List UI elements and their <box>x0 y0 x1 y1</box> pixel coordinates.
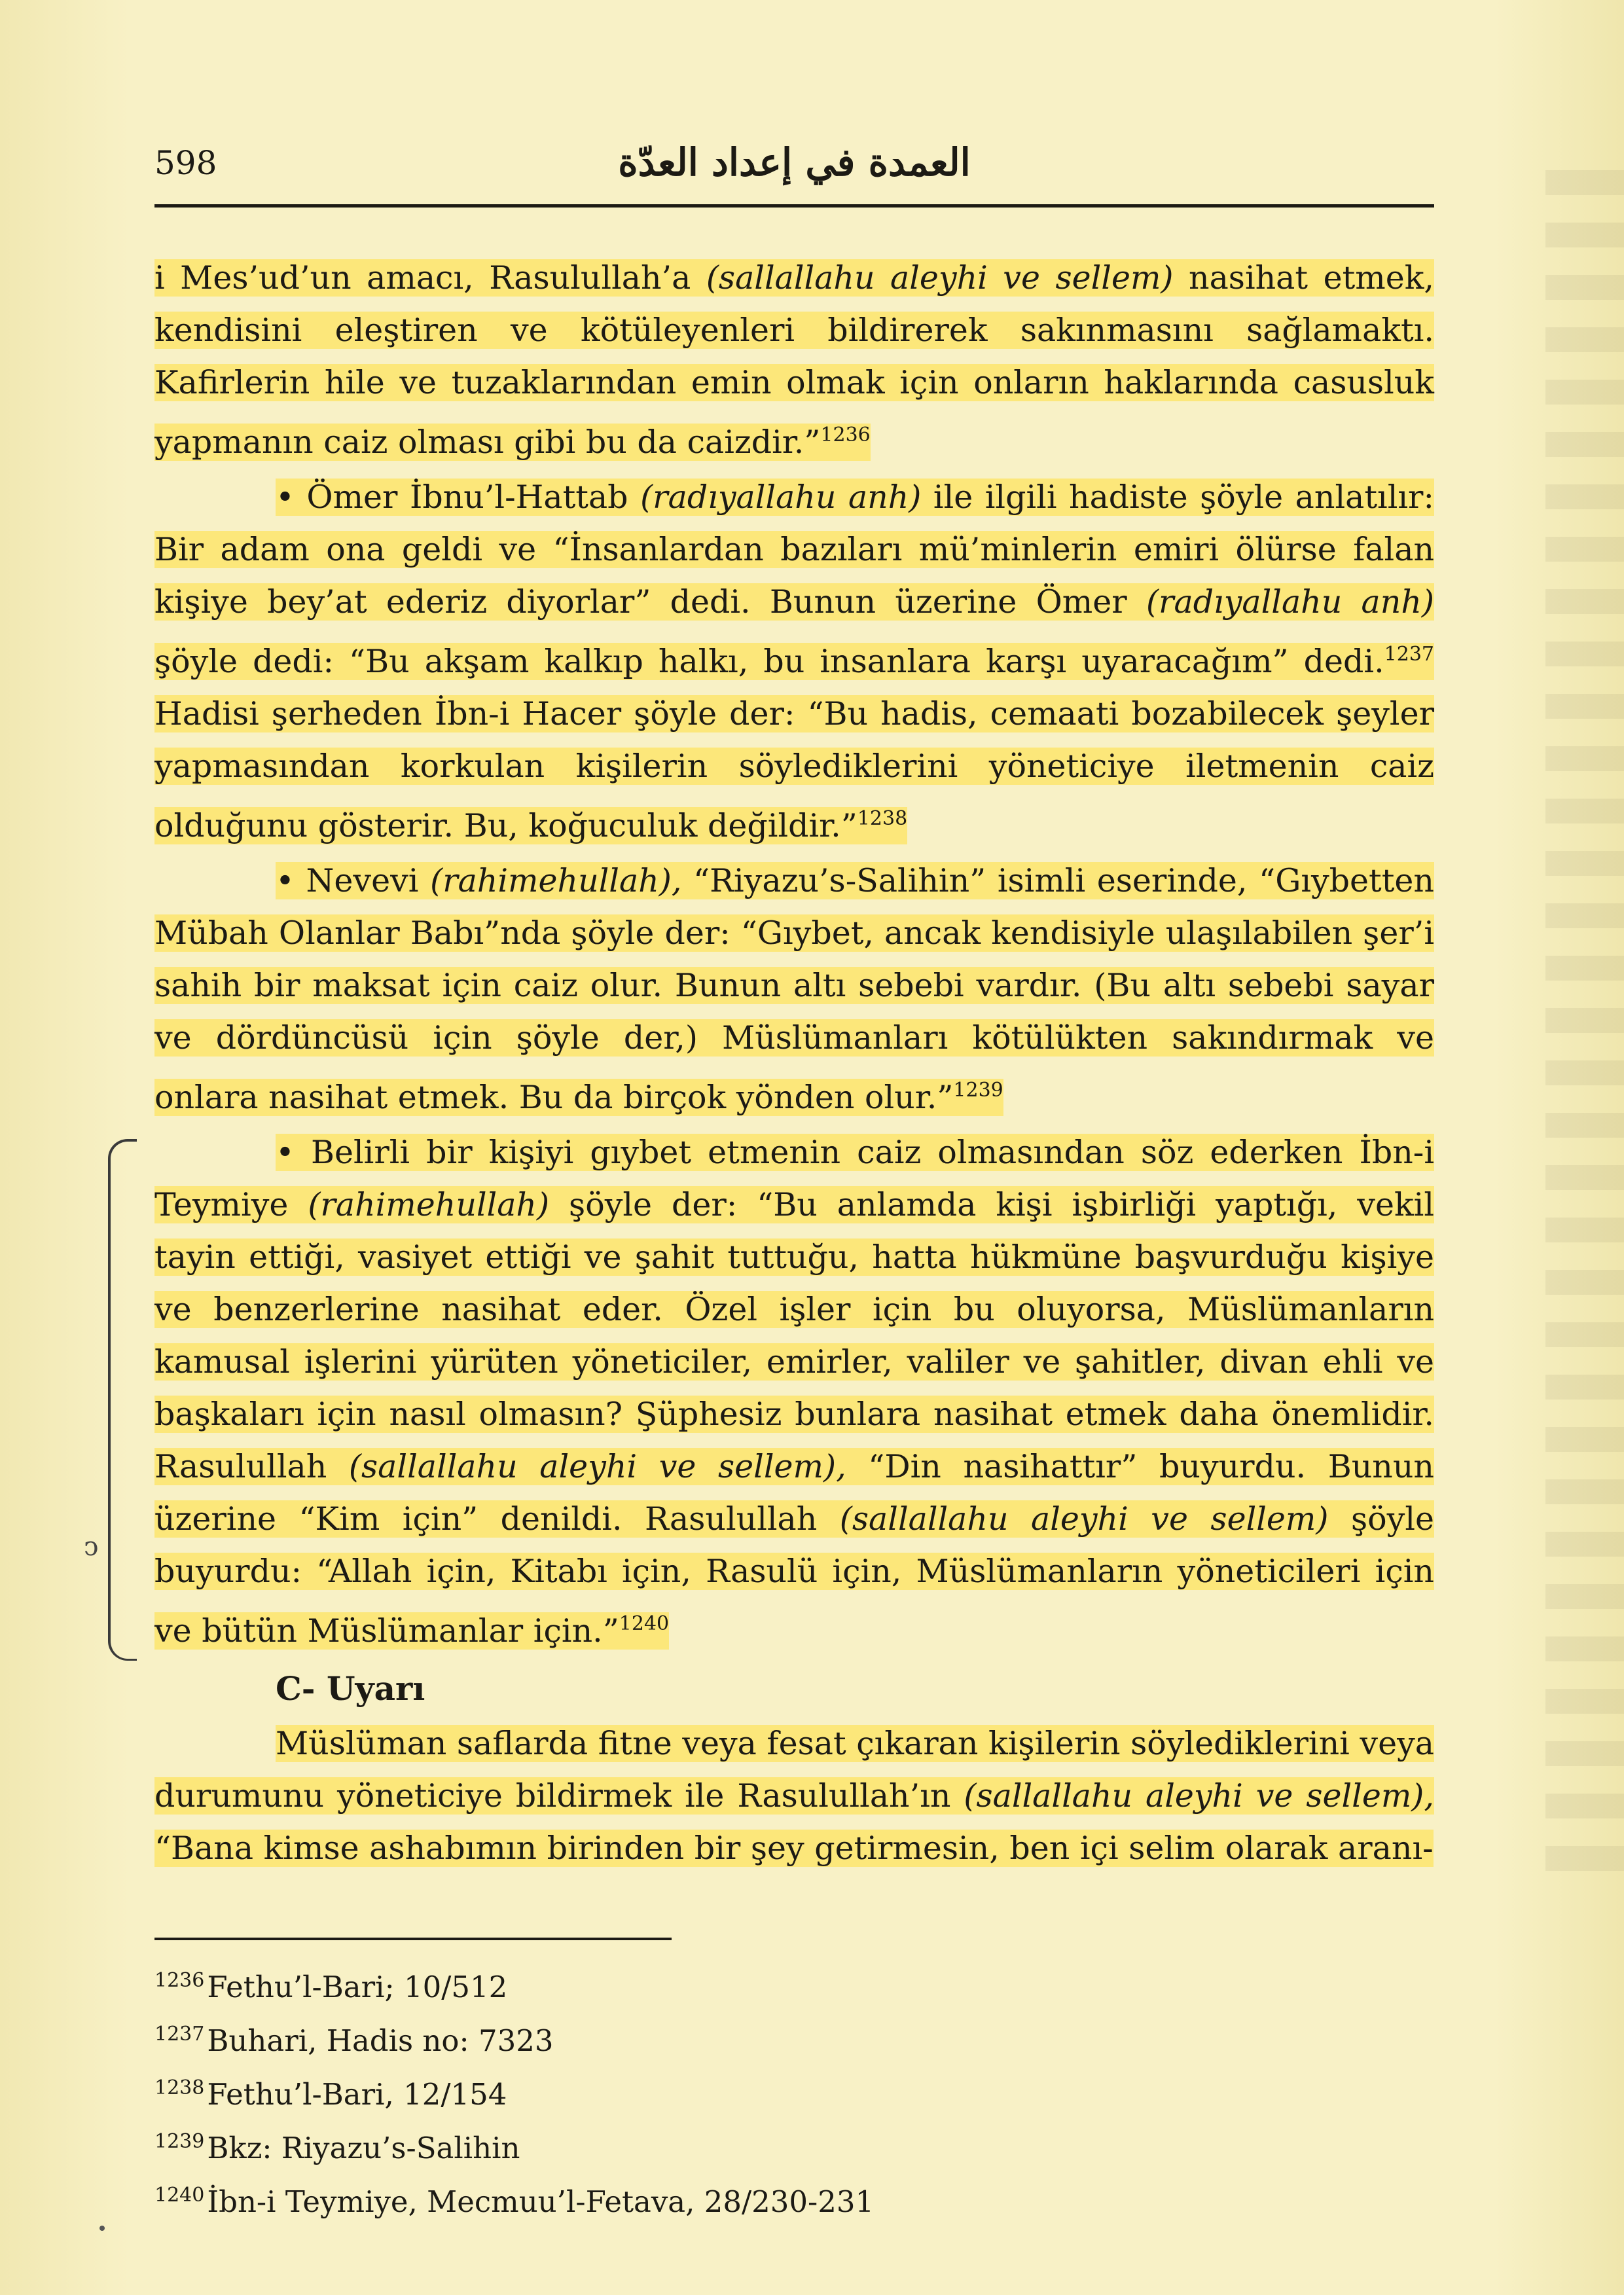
footnote-item <box>154 2065 1398 2118</box>
paragraphs <box>154 252 1434 1657</box>
text-run: “Riyazu’s-Salihin” isimli eserinde, “Gıybetten Mübah Olanlar Babı”nda şöyle der: “Gıybet, ancak kendisiyle ulaşılabilen şer’i sahih bir maksat için caiz olur. Bunun altı sebebi vardır. (Bu altı sebebi sayar ve dördüncüsü için şöyle der,) Müslümanları kötülükten sakındırmak ve onlara nasihat etmek. Bu da birçok yönden olur.” <box>154 862 1434 1116</box>
highlighted-text <box>154 259 1434 461</box>
footnote-text: Buhari, Hadis no: 7323 <box>207 2023 554 2058</box>
italic-phrase: (rahimehullah), <box>430 862 682 899</box>
paragraph <box>154 252 1434 469</box>
text-run: Müslüman saflarda fitne veya fesat çıkaran kişilerin söylediklerini veya durumunu yöneticiye bildirmek ile Rasulullah’ın <box>154 1725 1434 1815</box>
footnote-number: 1236 <box>154 1969 205 1992</box>
italic-phrase: (radıyallahu anh) <box>640 479 922 516</box>
text-run: • Nevevi <box>276 862 431 899</box>
footnote-item <box>154 1957 1398 2011</box>
footnote-item <box>154 2172 1398 2226</box>
text-run: şöyle der: “Bu anlamda kişi işbirliği yaptığı, vekil tayin ettiği, vasiyet ettiği ve şahit tuttuğu, hatta hükmüne başvurduğu kişiye ve benzerlerine nasihat eder. Özel işler için bu oluyorsa, Müslümanların kamusal işlerini yürüten yöneticiler, emirler, valiler ve şahitler, divan ehli ve başkaları için nasıl olmasın? Şüphesiz bunlara nasihat etmek daha önemlidir. Rasulullah <box>154 1186 1434 1485</box>
footnote-number: 1237 <box>154 2023 205 2046</box>
footnote-item <box>154 2118 1398 2172</box>
page-number: 598 <box>154 144 217 182</box>
footnote-number: 1239 <box>154 2130 205 2153</box>
text-run: “Bana kimse ashabımın birinden bir şey getirmesin, ben içi selim olarak aranı- <box>154 1830 1434 1867</box>
italic-phrase: (radıyallahu anh) <box>1146 583 1434 621</box>
bleed-through-shadow <box>1545 170 1624 1872</box>
footnote-divider <box>154 1938 672 1940</box>
paragraph <box>154 471 1434 852</box>
footnote-number: 1238 <box>154 2076 205 2099</box>
footnote-text: Bkz: Riyazu’s-Salihin <box>207 2131 520 2165</box>
highlighted-text <box>154 1134 1434 1650</box>
paragraph-last <box>154 1718 1434 1875</box>
handwritten-margin-bracket <box>108 1139 137 1661</box>
text-run: i Mes’ud’un amacı, Rasulullah’a <box>154 259 706 297</box>
highlighted-text <box>154 1725 1434 1867</box>
italic-phrase: (sallallahu aleyhi ve sellem), <box>964 1777 1434 1815</box>
footnote-text: İbn-i Teymiye, Mecmuu’l-Fetava, 28/230-231 <box>207 2184 875 2219</box>
highlighted-text <box>154 862 1434 1116</box>
footnote-reference: 1240 <box>619 1612 670 1635</box>
footnote-item <box>154 2011 1398 2065</box>
text-run: Hadisi şerheden İbn-i Hacer şöyle der: “Bu hadis, cemaati bozabilecek şeyler yapmasından korkulan kişilerin söylediklerini yöneticiye iletmenin caiz olduğunu gösterir. Bu, koğuculuk değildir.” <box>154 695 1434 844</box>
italic-phrase: (sallallahu aleyhi ve sellem) <box>839 1500 1329 1538</box>
text-run: “Din nasihattır” buyurdu. Bunun üzerine “Kim için” denildi. Rasulullah <box>154 1448 1434 1538</box>
italic-phrase: (sallallahu aleyhi ve sellem) <box>706 259 1174 297</box>
footnote-number: 1240 <box>154 2184 205 2207</box>
footnote-reference: 1239 <box>953 1079 1003 1102</box>
footnotes <box>154 1957 1398 2226</box>
text-run: • Belirli bir kişiyi gıybet etmenin caiz olmasından söz ederken İbn-i Teymiye <box>154 1134 1434 1223</box>
footnote-reference: 1238 <box>857 807 908 830</box>
scan-speck <box>99 2226 105 2231</box>
paragraph <box>154 855 1434 1124</box>
page-header <box>154 131 1434 208</box>
body-text <box>154 252 1434 1875</box>
handwritten-margin-mark: ↄ <box>84 1532 99 1562</box>
footnote-reference: 1236 <box>820 424 871 446</box>
footnote-reference: 1237 <box>1384 643 1434 666</box>
text-run: nasihat etmek, kendisini eleştiren ve kötüleyenleri bildirerek sakınmasını sağlamaktı. Kafirlerin hile ve tuzaklarından emin olmak için onların haklarında casusluk yapmanın caiz olması gibi bu da caizdir.” <box>154 259 1435 461</box>
highlighted-text <box>154 479 1434 844</box>
text-run: • Ömer İbnu’l-Hattab <box>276 479 641 516</box>
section-heading: C- Uyarı <box>276 1669 425 1708</box>
paragraph <box>154 1127 1434 1657</box>
text-run: şöyle buyurdu: “Allah için, Kitabı için, Rasulü için, Müslümanların yöneticileri için ve bütün Müslümanlar için.” <box>154 1500 1434 1650</box>
text-run: şöyle dedi: “Bu akşam kalkıp halkı, bu insanlara karşı uyaracağım” dedi. <box>154 643 1384 680</box>
footnote-text: Fethu’l-Bari, 12/154 <box>207 2077 507 2112</box>
footnote-text: Fethu’l-Bari; 10/512 <box>207 1970 508 2004</box>
running-title: العمدة في إعداد العدّة <box>618 140 971 185</box>
italic-phrase: (sallallahu aleyhi ve sellem), <box>348 1448 846 1485</box>
text-run: ile ilgili hadiste şöyle anlatılır: Bir adam ona geldi ve “İnsanlardan bazıları mü’minlerin emiri ölürse falan kişiye bey’at ederiz diyorlar” dedi. Bunun üzerine Ömer <box>154 479 1434 621</box>
italic-phrase: (rahimehullah) <box>308 1186 550 1223</box>
